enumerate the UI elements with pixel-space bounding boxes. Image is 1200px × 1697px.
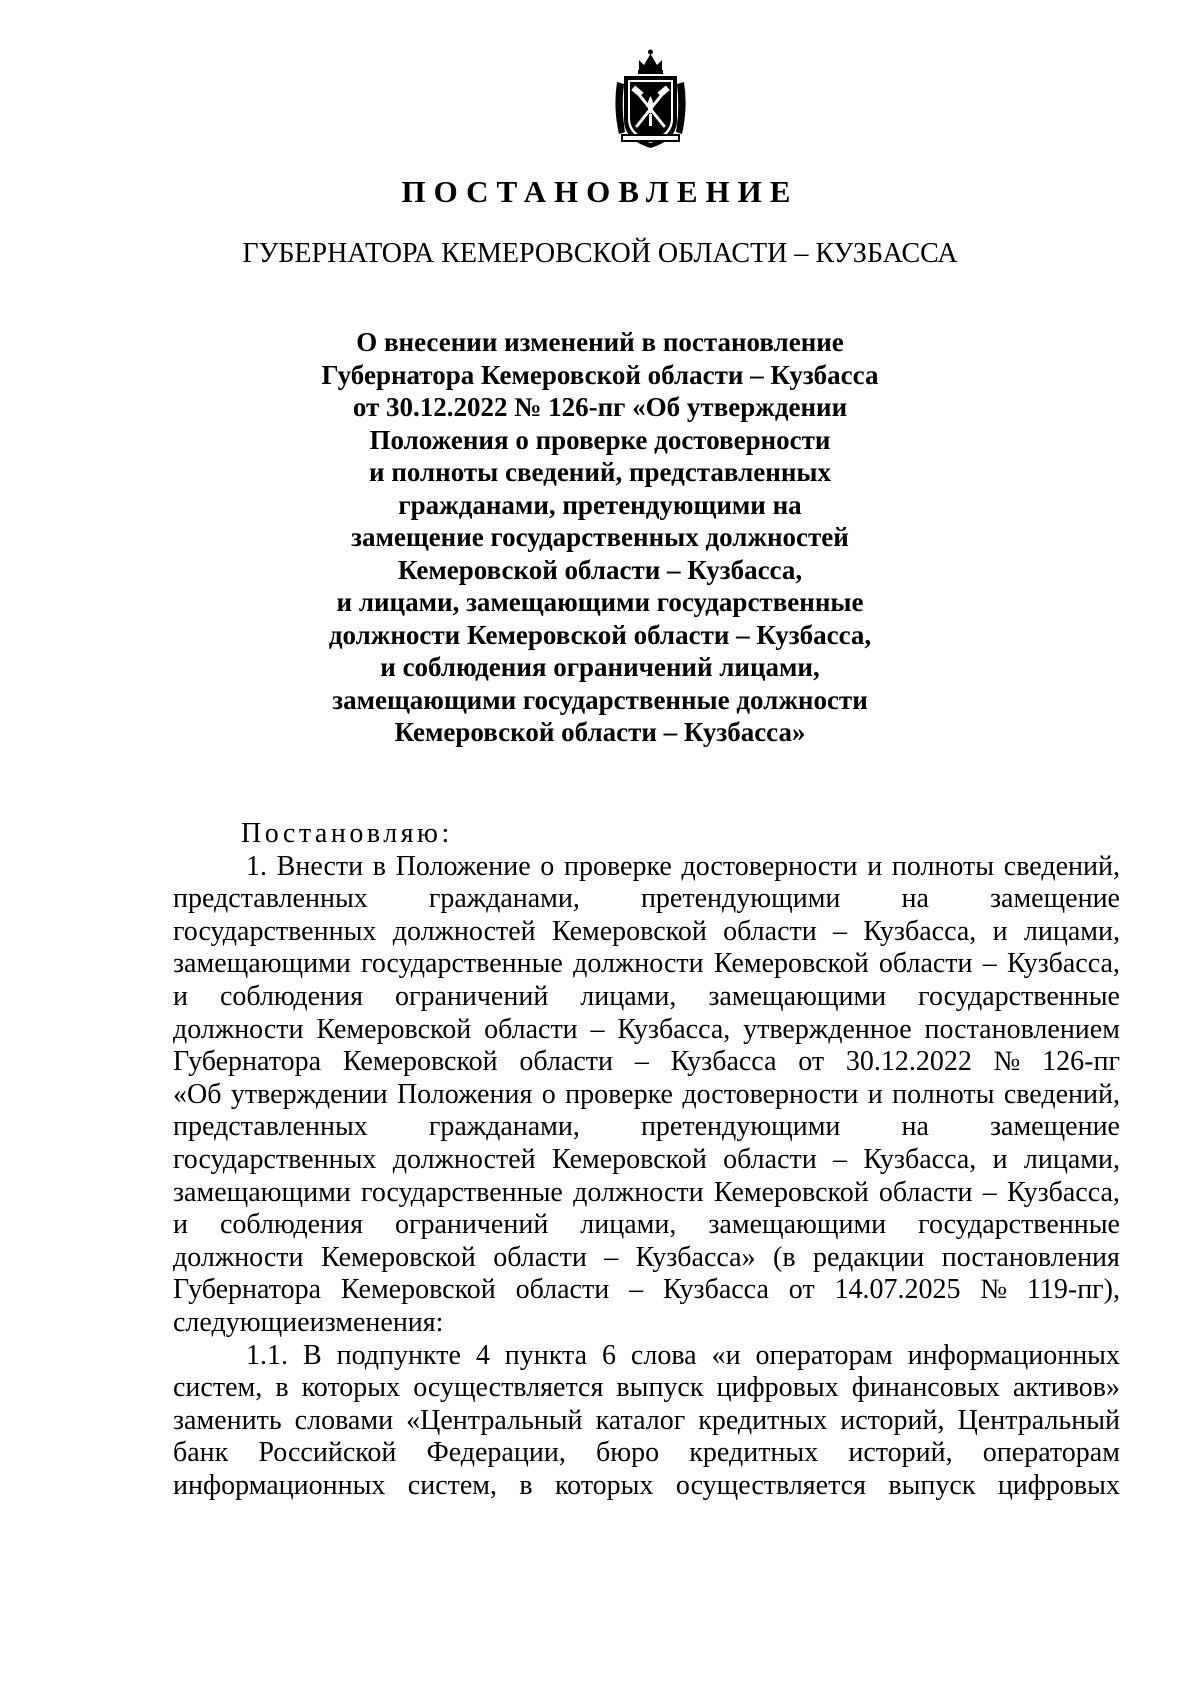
body-word: и	[992, 915, 1008, 947]
body-word: государственные	[918, 980, 1120, 1012]
body-word: Кемеровской	[551, 1143, 707, 1175]
body-word: должностей	[392, 915, 536, 947]
body-line	[173, 1274, 1120, 1307]
body-word: кредитных	[698, 1404, 828, 1436]
body-word: которых	[555, 1469, 654, 1501]
body-word: словами	[294, 1404, 394, 1436]
body-word: и	[173, 1209, 188, 1241]
title-line: от 30.12.2022 № 126-пг «Об утверждении	[352, 392, 848, 422]
title-line: гражданами, претендующими на	[398, 489, 802, 520]
body-word: Губернатора	[173, 1046, 322, 1078]
body-word: Кузбасса»	[635, 1241, 756, 1273]
body-word: о	[540, 850, 555, 882]
body-word: области	[878, 948, 973, 980]
body-word: лицами,	[1023, 1143, 1120, 1175]
body-word: –	[833, 1143, 848, 1175]
body-line	[173, 948, 1120, 981]
body-line	[173, 1437, 1120, 1470]
body-word: лицами,	[580, 1209, 677, 1241]
body-word: Кузбасса,	[1007, 1176, 1120, 1208]
document-title	[250, 326, 950, 749]
body-line	[173, 916, 1120, 949]
body-word: подпункте	[336, 1339, 461, 1371]
body-word: информационных	[907, 1339, 1120, 1371]
body-word: Федерации,	[426, 1437, 566, 1469]
body-line	[173, 981, 1120, 1014]
title-line: и лицами, замещающими государственные	[336, 587, 864, 617]
body-word: Кузбасса	[662, 1274, 769, 1306]
title-line: Губернатора Кемеровской области – Кузбасса	[321, 359, 879, 390]
body-word: 30.12.2022	[845, 1046, 972, 1078]
body-word: Кузбасса	[670, 1046, 777, 1078]
body-word: историй,	[840, 1404, 945, 1436]
body-word: 6	[601, 1339, 616, 1371]
body-word: претендующими	[640, 883, 841, 915]
body-word: замещающими	[708, 980, 887, 1012]
body-word: Внести	[276, 850, 364, 882]
body-word: –	[982, 1176, 997, 1208]
body-word: государственных	[173, 915, 377, 947]
title-line: должности Кемеровской области – Кузбасса,	[328, 619, 872, 650]
body-word: Положения	[396, 1078, 533, 1110]
title-line: замещающими государственные должности	[332, 684, 868, 715]
body-word: должности	[173, 1241, 304, 1273]
body-word: 1.1.	[246, 1339, 288, 1371]
body-line	[173, 1372, 1120, 1405]
body-word: Кузбасса,	[1007, 948, 1120, 980]
body-word: осуществляется	[675, 1469, 866, 1501]
body-line	[173, 851, 1120, 884]
body-word: Кемеровской	[320, 1241, 476, 1273]
paragraph-1-1	[173, 1340, 1120, 1503]
body-word: 4	[475, 1339, 490, 1371]
body-word: –	[629, 1274, 644, 1306]
body-word: проверке	[563, 850, 672, 882]
body-word: №	[993, 1046, 1021, 1078]
body-line	[173, 1307, 1120, 1340]
body-word: Кемеровской	[316, 1013, 472, 1045]
body-word: постановлением	[924, 1013, 1120, 1045]
body-word: «Об	[173, 1078, 222, 1110]
body-word: Кемеровской	[340, 1274, 496, 1306]
body-line	[173, 1111, 1120, 1144]
paragraph-1	[173, 851, 1120, 1340]
issuing-authority: ГУБЕРНАТОРА КЕМЕРОВСКОЙ ОБЛАСТИ – КУЗБАССА	[242, 238, 958, 269]
body-word: представленных	[173, 883, 368, 915]
body-word: на	[901, 1111, 929, 1143]
body-word: и	[173, 980, 188, 1012]
body-word: №	[980, 1274, 1008, 1306]
body-word: государственные	[361, 948, 563, 980]
title-line: Положения о проверке достоверности	[369, 424, 831, 455]
body-word: Российской	[258, 1437, 397, 1469]
body-word: Кузбасса,	[617, 1013, 731, 1045]
body-word: и	[992, 1143, 1008, 1175]
body-line	[173, 1177, 1120, 1210]
body-word: заменить	[173, 1404, 282, 1436]
body-word: замещающими	[173, 1176, 351, 1208]
body-word: операторам	[982, 1437, 1120, 1469]
body-word: в	[519, 1469, 533, 1501]
body-word: «Центральный	[406, 1404, 583, 1436]
body-word: следующие	[173, 1306, 310, 1338]
body-word: выпуск	[616, 1372, 704, 1404]
body-line	[173, 1046, 1120, 1079]
body-word: историй,	[848, 1437, 953, 1469]
body-word: Кемеровской	[713, 1176, 869, 1208]
body-word: 126-пг	[1042, 1046, 1120, 1078]
body-line	[173, 1014, 1120, 1047]
body-word: должности	[573, 1176, 704, 1208]
body-word: «и	[711, 1339, 741, 1371]
body-word: области	[493, 1241, 587, 1273]
body-word: Кузбасса,	[863, 915, 977, 947]
body-word: претендующими	[640, 1111, 841, 1143]
body-word: гражданами,	[428, 1111, 580, 1143]
body-line	[173, 1405, 1120, 1438]
body-word: государственные	[361, 1176, 563, 1208]
title-line: и полноты сведений, представленных	[369, 457, 831, 487]
body-word: –	[833, 915, 848, 947]
body-word: области	[878, 1176, 973, 1208]
body-word: полноты	[891, 850, 995, 882]
body-line	[173, 1209, 1120, 1242]
body-word: каталог	[595, 1404, 686, 1436]
body-word: о	[541, 1078, 556, 1110]
coat-of-arms-icon	[609, 48, 692, 151]
body-word: утверждении	[230, 1078, 388, 1110]
body-word: систем,	[173, 1372, 263, 1404]
body-word: в	[275, 1372, 289, 1404]
body-word: которых	[301, 1372, 401, 1404]
body-line	[173, 1470, 1120, 1503]
body-word: Губернатора	[173, 1274, 322, 1306]
body-word: выпуск	[888, 1469, 976, 1501]
body-word: области	[723, 915, 817, 947]
body-word: 119-пг),	[1026, 1274, 1120, 1306]
title-line: Кемеровской области – Кузбасса»	[394, 717, 806, 747]
body-word: Кемеровской	[551, 915, 707, 947]
body-word: от	[788, 1274, 815, 1306]
decree-word: Постановляю:	[241, 818, 453, 849]
title-line: О внесении изменений в постановление	[356, 327, 844, 357]
body-word: достоверности	[682, 1078, 859, 1110]
body-line	[173, 1242, 1120, 1275]
body-word: замещающими	[708, 1209, 887, 1241]
body-word: соблюдения	[219, 980, 363, 1012]
body-word: активов»	[1012, 1372, 1120, 1404]
body-word: представленных	[173, 1111, 368, 1143]
body-word: слова	[630, 1339, 697, 1371]
body-word: сведений,	[1003, 850, 1120, 882]
body-word: Кемеровской	[342, 1046, 498, 1078]
body-word: операторам	[755, 1339, 893, 1371]
document-type-heading: ПОСТАНОВЛЕНИЕ	[401, 174, 799, 209]
body-word: полноты	[892, 1078, 995, 1110]
body-word: утвержденное	[743, 1013, 912, 1045]
body-word: соблюдения	[219, 1209, 363, 1241]
body-word: финансовых	[851, 1372, 1000, 1404]
body-word: должности	[573, 948, 704, 980]
body-word: государственных	[173, 1143, 377, 1175]
body-word: и	[867, 1078, 883, 1110]
body-word: осуществляется	[413, 1372, 604, 1404]
body-word: ограничений	[394, 980, 549, 1012]
body-word: бюро	[595, 1437, 660, 1469]
body-word: 1.	[246, 850, 267, 882]
body-word: в	[372, 850, 387, 882]
body-word: (в	[773, 1241, 796, 1273]
body-word: замещение	[989, 1111, 1120, 1143]
body-word: лицами,	[1023, 915, 1120, 947]
body-word: лицами,	[580, 980, 677, 1012]
body-word: информационных	[173, 1469, 386, 1501]
body-word: ограничений	[394, 1209, 549, 1241]
body-word: –	[590, 1013, 605, 1045]
body-word: изменения:	[309, 1306, 444, 1338]
body-word: от	[798, 1046, 825, 1078]
body-word: В	[302, 1339, 322, 1371]
body-word: замещение	[989, 883, 1120, 915]
body-line	[173, 1340, 1120, 1373]
body-word: –	[604, 1241, 619, 1273]
body-word: кредитных	[689, 1437, 819, 1469]
body-word: сведений,	[1003, 1078, 1120, 1110]
body-word: области	[723, 1143, 817, 1175]
title-line: и соблюдения ограничений лицами,	[380, 652, 820, 682]
body-word: 14.07.2025	[834, 1274, 961, 1306]
body-word: области	[515, 1274, 610, 1306]
body-word: Центральный	[957, 1404, 1120, 1436]
body-word: должности	[173, 1013, 304, 1045]
body-word: области	[519, 1046, 614, 1078]
title-line: Кемеровской области – Кузбасса,	[397, 554, 803, 585]
body-word: –	[982, 948, 997, 980]
body-word: замещающими	[173, 948, 351, 980]
body-word: достоверности	[681, 850, 858, 882]
body-word: государственные	[918, 1209, 1120, 1241]
body-word: систем,	[407, 1469, 498, 1501]
body-word: и	[867, 850, 883, 882]
body-line	[173, 1144, 1120, 1177]
body-word: должностей	[392, 1143, 536, 1175]
body-line	[173, 883, 1120, 916]
body-word: проверке	[565, 1078, 673, 1110]
title-line: замещение государственных должностей	[351, 522, 849, 552]
body-word: –	[634, 1046, 649, 1078]
body-word: банк	[173, 1437, 229, 1469]
body-word: цифровых	[716, 1372, 839, 1404]
body-word: области	[484, 1013, 578, 1045]
body-word: Кемеровской	[713, 948, 869, 980]
body-word: постановления	[941, 1241, 1120, 1273]
body-word: Кузбасса,	[863, 1143, 977, 1175]
body-word: на	[901, 883, 929, 915]
body-word: цифровых	[997, 1469, 1120, 1501]
body-word: пункта	[504, 1339, 588, 1371]
body-word: редакции	[813, 1241, 925, 1273]
body-word: гражданами,	[428, 883, 580, 915]
body-line	[173, 1079, 1120, 1112]
body-word: Положение	[395, 850, 531, 882]
document-body	[173, 818, 1120, 1502]
